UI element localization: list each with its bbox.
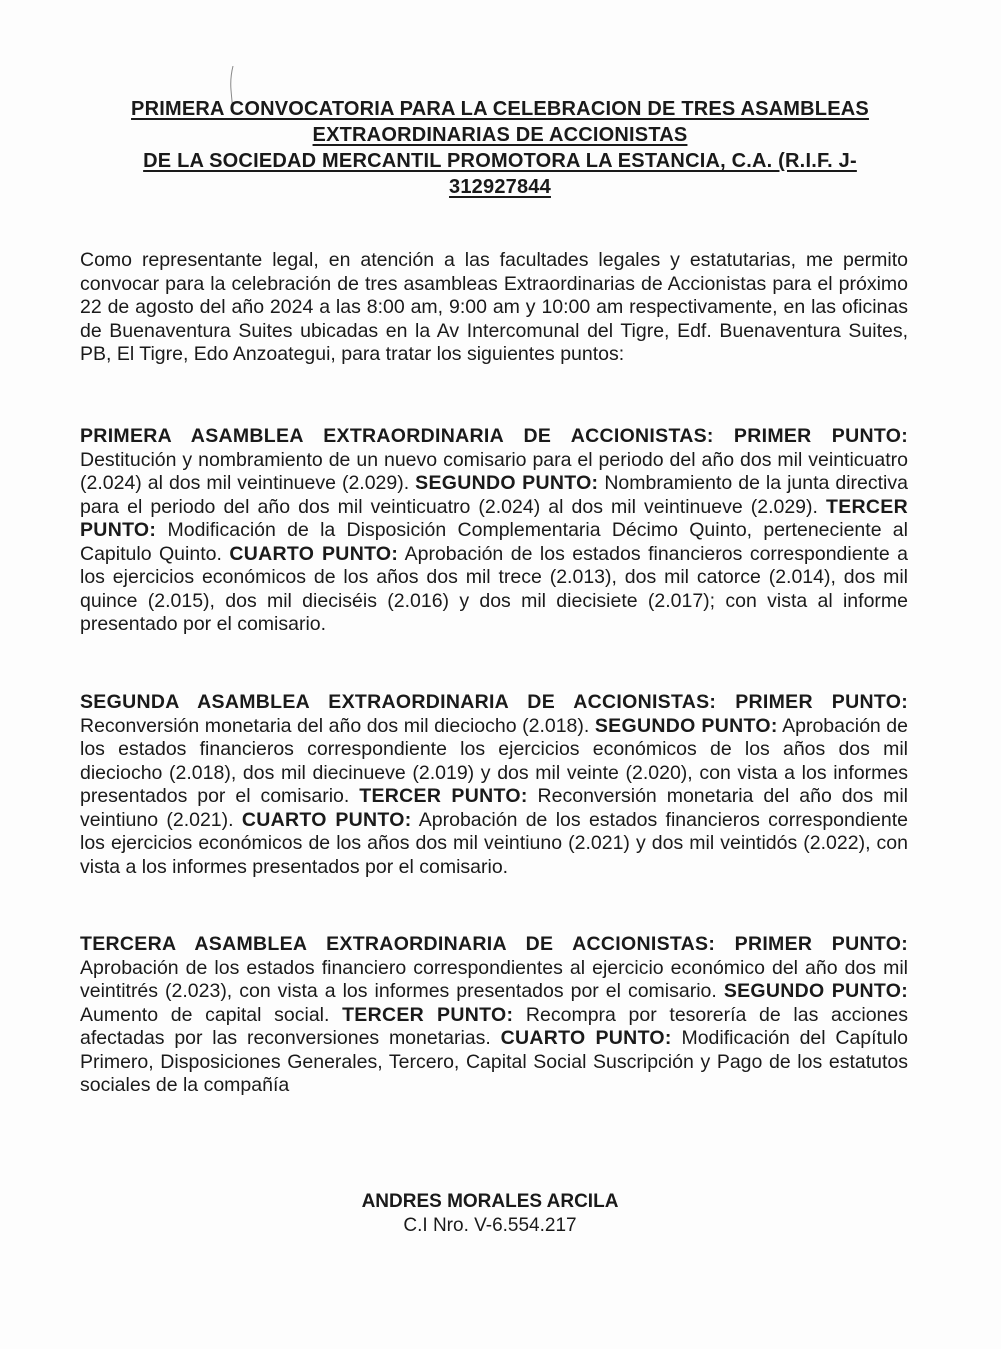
title-line-1: PRIMERA CONVOCATORIA PARA LA CELEBRACION DE TRES ASAMBLEAS [131, 98, 869, 120]
asamblea-3-point-4-label: CUARTO PUNTO: [500, 1027, 672, 1049]
asamblea-3-paragraph [80, 933, 908, 1098]
asamblea-3-point-4: Modificación del Capítulo Primero, Disposiciones Generales, Tercero, Capital Social Suscripción y Pago de los estatutos sociales de la compañía [80, 1027, 908, 1096]
asamblea-3-point-1: Aprobación de los estados financiero correspondientes al ejercicio económico del año dos mil veintitrés (2.023), con vista a los informes presentados por el comisario. [80, 956, 908, 1002]
asamblea-1-heading: PRIMERA ASAMBLEA EXTRAORDINARIA DE ACCIONISTAS: PRIMER PUNTO: [80, 425, 908, 447]
intro-paragraph: Como representante legal, en atención a las facultades legales y estatutarias, me permito convocar para la celebración de tres asambleas Extraordinarias de Accionistas para el próximo 22 de agosto del año 2024 a las 8:00 am, 9:00 am y 10:00 am respectivamente, en las oficinas de Buenaventura Suites ubicadas en la Av Intercomunal del Tigre, Edf. Buenaventura Suites, PB, El Tigre, Edo Anzoategui, para tratar los siguientes puntos: [80, 249, 908, 365]
asamblea-2-point-3: Reconversión monetaria del año dos mil veintiuno (2.021). [80, 785, 908, 831]
asamblea-3-heading: TERCERA ASAMBLEA EXTRAORDINARIA DE ACCIONISTAS: PRIMER PUNTO: [80, 933, 908, 955]
signatory-name: ANDRES MORALES ARCILA [361, 1191, 619, 1212]
asamblea-2-point-4: Aprobación de los estados financieros correspondiente los ejercicios económicos de los años dos mil veintiuno (2.021) y dos mil veintidós (2.022), con vista a los informes presentados por el comisario. [80, 808, 908, 878]
asamblea-3-point-2: Aumento de capital social. [80, 1003, 343, 1026]
title-line-2: EXTRAORDINARIAS DE ACCIONISTAS [312, 124, 688, 146]
asamblea-2-point-4-label: CUARTO PUNTO: [241, 808, 412, 831]
asamblea-1-paragraph [80, 425, 908, 637]
asamblea-1-point-3-label: TERCER PUNTO: [80, 495, 908, 541]
asamblea-1-point-2: Nombramiento de la junta directiva para el periodo del año dos mil veinticuatro (2.024) al dos mil veintinueve (2.029). [80, 472, 908, 518]
asamblea-3-point-3: Recompra por tesorería de las acciones afectadas por las reconversiones monetarias. [80, 1003, 908, 1049]
asamblea-1-point-4-label: CUARTO PUNTO: [229, 542, 399, 565]
asamblea-3-point-3-label: TERCER PUNTO: [342, 1003, 514, 1026]
signatory-id: C.I Nro. V-6.554.217 [403, 1215, 577, 1236]
asamblea-2-point-2: Aprobación de los estados financieros correspondiente los ejercicios económicos de los años dos mil dieciocho (2.018), dos mil diecinueve (2.019) y dos mil veinte (2.020), con vista a los informes presentados por el comisario. [80, 714, 908, 807]
asamblea-2-point-1: Reconversión monetaria del año dos mil dieciocho (2.018). [80, 714, 595, 737]
asamblea-3-point-2-label: SEGUNDO PUNTO: [723, 980, 908, 1002]
title-line-4: 312927844 [449, 176, 551, 198]
document-title [70, 96, 930, 200]
title-line-3: DE LA SOCIEDAD MERCANTIL PROMOTORA LA ESTANCIA, C.A. (R.I.F. J- [143, 150, 857, 172]
asamblea-1-point-2-label: SEGUNDO PUNTO: [415, 472, 599, 494]
asamblea-2-heading: SEGUNDA ASAMBLEA EXTRAORDINARIA DE ACCIONISTAS: PRIMER PUNTO: [80, 691, 908, 713]
asamblea-2-point-2-label: SEGUNDO PUNTO: [594, 714, 778, 737]
signature-block [290, 1190, 690, 1238]
asamblea-2-point-3-label: TERCER PUNTO: [359, 785, 528, 807]
asamblea-1-point-4: Aprobación de los estados financieros correspondiente a los ejercicios económicos de los años dos mil trece (2.013), dos mil catorce (2.014), dos mil quince (2.015), dos mil dieciséis (2.016) y dos mil diecisiete (2.017); con vista al informe presentado por el comisario. [80, 542, 908, 635]
asamblea-2-paragraph [80, 691, 908, 879]
asamblea-1-point-1: Destitución y nombramiento de un nuevo comisario para el periodo del año dos mil veinticuatro (2.024) al dos mil veintinueve (2.029). [80, 448, 908, 494]
asamblea-1-point-3: Modificación de la Disposición Complementaria Décimo Quinto, perteneciente al Capitulo Quinto. [80, 519, 908, 565]
